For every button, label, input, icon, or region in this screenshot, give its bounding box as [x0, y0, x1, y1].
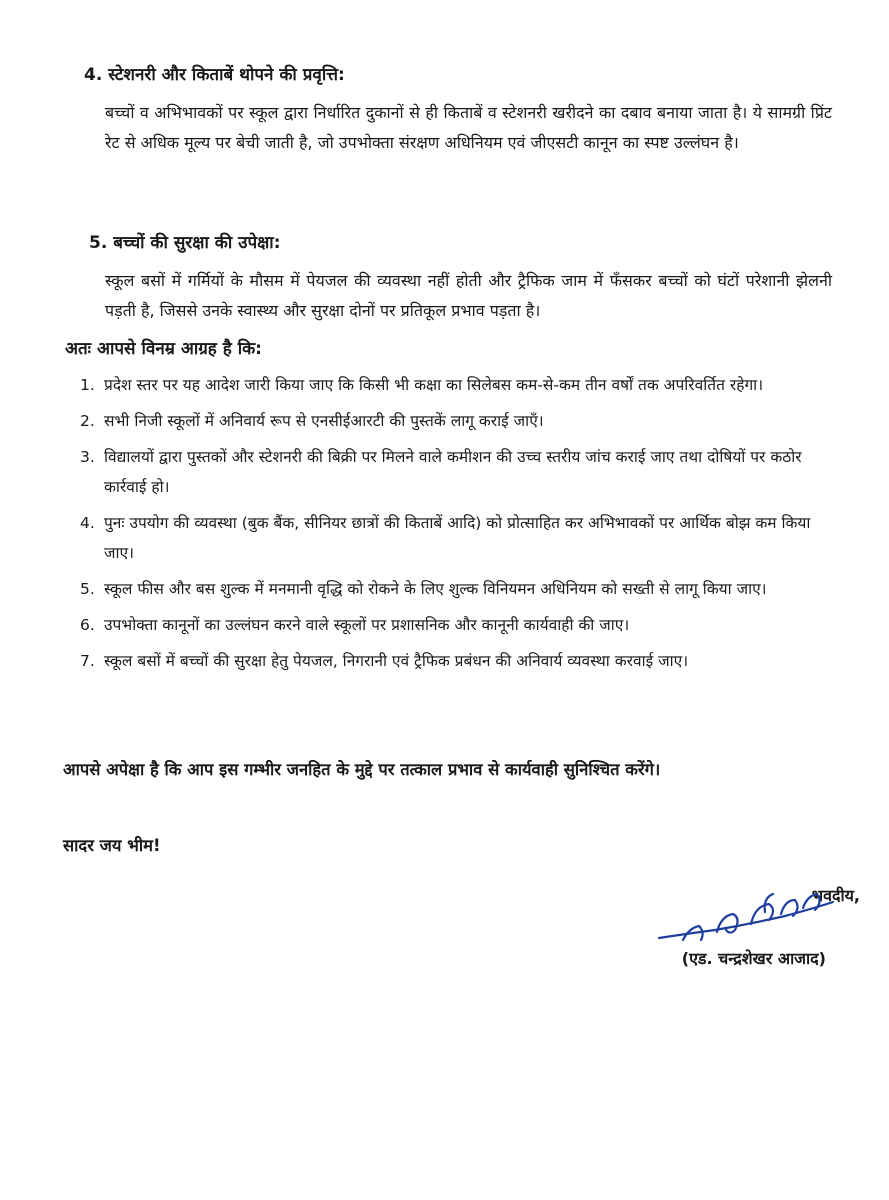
list-item-number: 2.: [80, 412, 95, 430]
list-item: [80, 508, 830, 568]
list-item-number: 4.: [80, 514, 95, 532]
author-name: (एड. चन्द्रशेखर आजाद): [681, 949, 826, 968]
list-item-text: स्कूल फीस और बस शुल्क में मनमानी वृद्धि को रोकने के लिए शुल्क विनियमन अधिनियम को सख्ती से लागू किया जाए।: [104, 580, 767, 598]
request-heading: अतः आपसे विनम्र आग्रह है कि:: [65, 339, 262, 359]
list-item-number: 5.: [80, 580, 95, 598]
section-5-heading: 5. बच्चों की सुरक्षा की उपेक्षा:: [89, 233, 281, 253]
list-item-text: प्रदेश स्तर पर यह आदेश जारी किया जाए कि किसी भी कक्षा का सिलेबस कम-से-कम तीन वर्षों तक अपरिवर्तित रहेगा।: [104, 376, 764, 394]
closing-statement: आपसे अपेक्षा है कि आप इस गम्भीर जनहित के मुद्दे पर तत्काल प्रभाव से कार्यवाही सुनिश्चित करेंगे।: [63, 760, 661, 779]
signature-block: [600, 880, 860, 970]
salutation: सादर जय भीम!: [63, 836, 161, 855]
list-item-text: स्कूल बसों में बच्चों की सुरक्षा हेतु पेयजल, निगरानी एवं ट्रैफिक प्रबंधन की अनिवार्य व्यवस्था करवाई जाए।: [104, 652, 689, 670]
list-item-number: 1.: [80, 376, 95, 394]
list-item-number: 7.: [80, 652, 95, 670]
list-item: [80, 370, 830, 400]
list-item-number: 3.: [80, 448, 95, 466]
signoff: भवदीय,: [811, 886, 860, 905]
list-item: [80, 574, 830, 604]
section-4-heading: 4. स्टेशनरी और किताबें थोपने की प्रवृत्ति:: [84, 65, 345, 85]
list-item-text: विद्यालयों द्वारा पुस्तकों और स्टेशनरी की बिक्री पर मिलने वाले कमीशन की उच्च स्तरीय जांच कराई जाए तथा दोषियों पर कठोर कार्रवाई हो।: [104, 448, 802, 496]
list-item-text: सभी निजी स्कूलों में अनिवार्य रूप से एनसीईआरटी की पुस्तकें लागू कराई जाएँ।: [104, 412, 544, 430]
list-item: [80, 610, 830, 640]
section-4-body: बच्चों व अभिभावकों पर स्कूल द्वारा निर्धारित दुकानों से ही किताबें व स्टेशनरी खरीदने का दबाव बनाया जाता है। ये सामग्री प्रिंट रेट से अधिक मूल्य पर बेची जाती है, जो उपभोक्ता संरक्षण अधिनियम एवं जीएसटी कानून का स्पष्ट उल्लंघन है।: [105, 103, 832, 152]
list-item: [80, 442, 830, 502]
section-5-body: स्कूल बसों में गर्मियों के मौसम में पेयजल की व्यवस्था नहीं होती और ट्रैफिक जाम में फँसकर बच्चों को घंटों परेशानी झेलनी पड़ती है, जिससे उनके स्वास्थ्य और सुरक्षा दोनों पर प्रतिकूल प्रभाव पड़ता है।: [105, 271, 832, 320]
handwritten-signature: [655, 888, 845, 950]
request-list: [80, 370, 830, 682]
list-item-number: 6.: [80, 616, 95, 634]
list-item: [80, 646, 830, 676]
list-item-text: पुनः उपयोग की व्यवस्था (बुक बैंक, सीनियर छात्रों की किताबें आदि) को प्रोत्साहित कर अभिभावकों पर आर्थिक बोझ कम किया जाए।: [104, 514, 811, 562]
list-item: [80, 406, 830, 436]
list-item-text: उपभोक्ता कानूनों का उल्लंघन करने वाले स्कूलों पर प्रशासनिक और कानूनी कार्यवाही की जाए।: [104, 616, 630, 634]
